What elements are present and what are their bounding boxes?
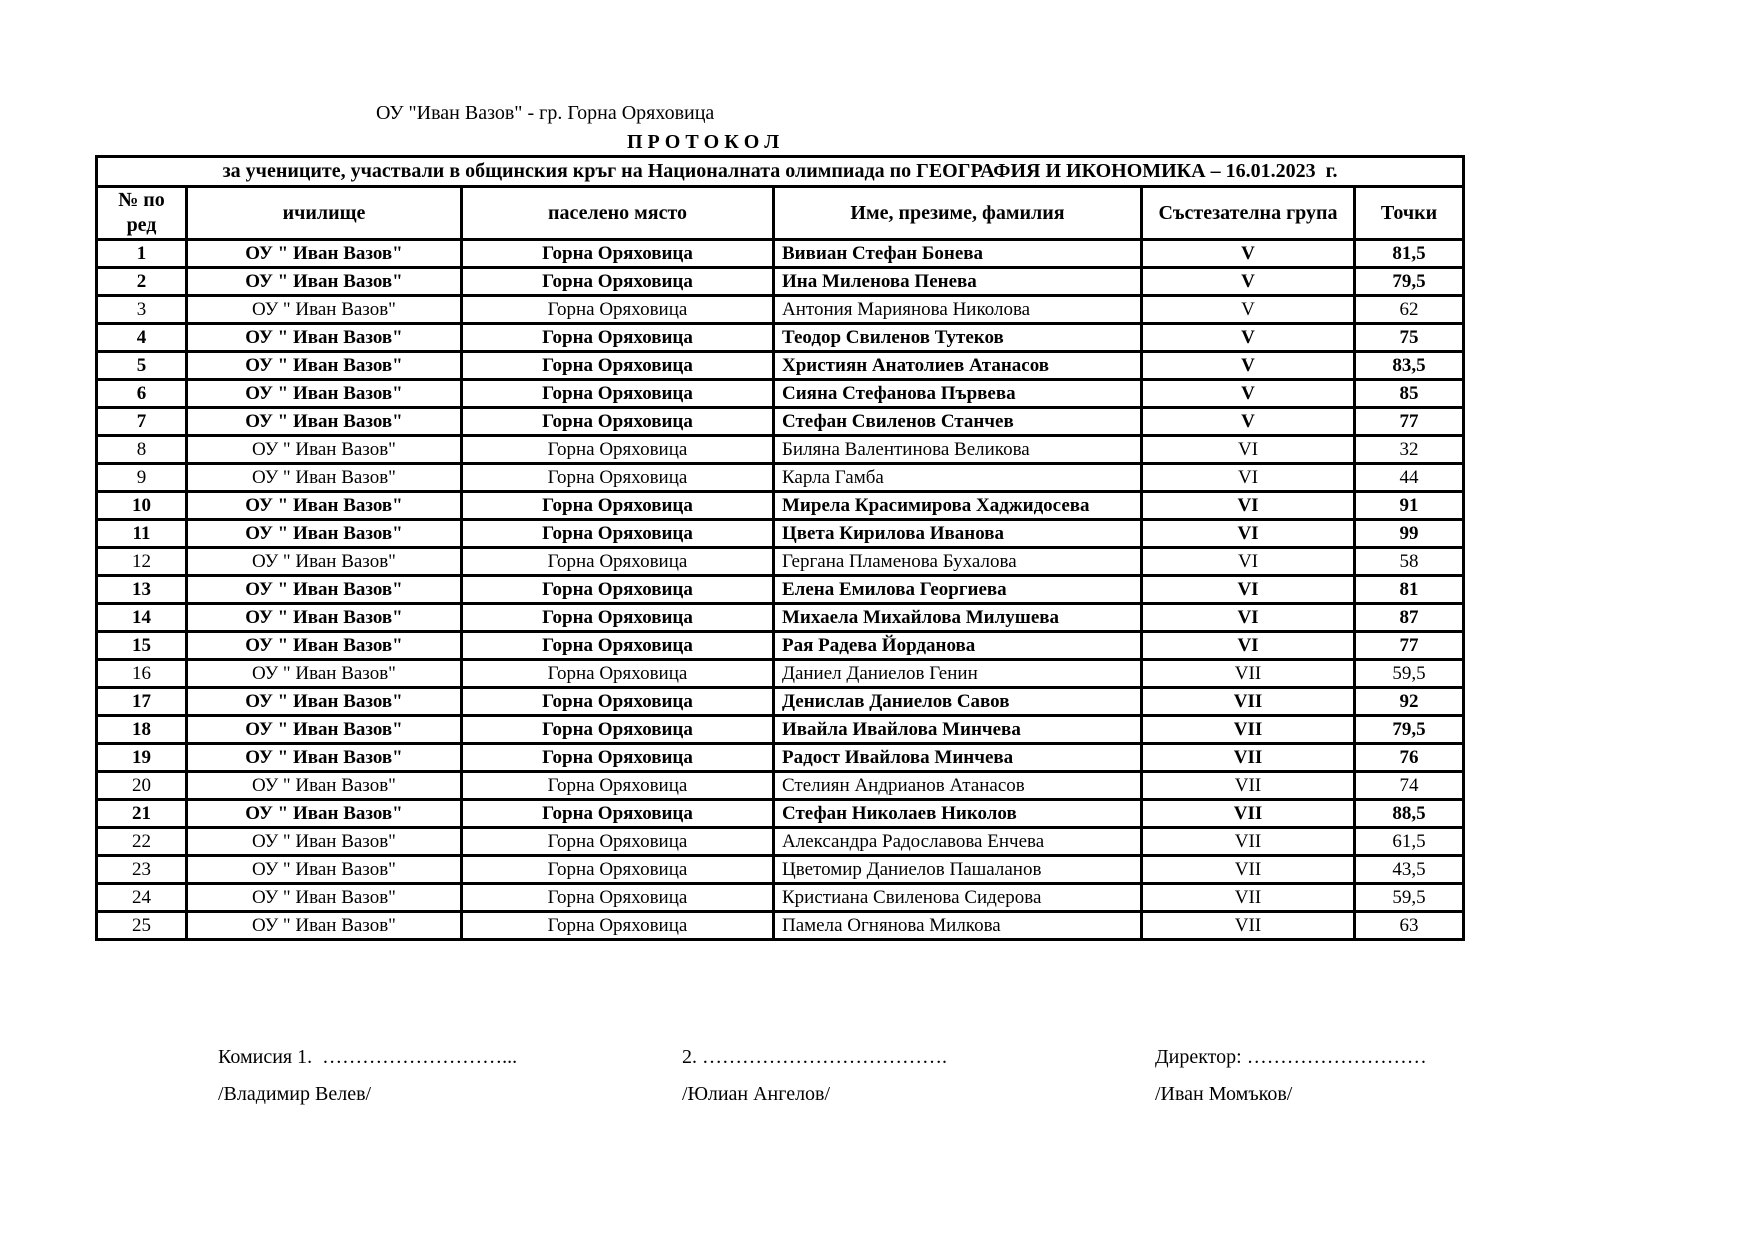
col-header-name: Име, презиме, фамилия bbox=[774, 187, 1142, 240]
cell-num: 17 bbox=[97, 688, 187, 716]
col-header-school: ичилище bbox=[187, 187, 462, 240]
cell-group: VI bbox=[1142, 464, 1355, 492]
table-header-row bbox=[97, 187, 1464, 240]
cell-school: ОУ " Иван Вазов" bbox=[187, 884, 462, 912]
cell-group: VI bbox=[1142, 436, 1355, 464]
cell-school: ОУ " Иван Вазов" bbox=[187, 912, 462, 940]
cell-place: Горна Оряховица bbox=[462, 324, 774, 352]
cell-points: 79,5 bbox=[1355, 268, 1464, 296]
cell-num: 13 bbox=[97, 576, 187, 604]
school-header: ОУ "Иван Вазов" - гр. Горна Оряховица bbox=[376, 102, 715, 124]
cell-name: Сияна Стефанова Първева bbox=[774, 380, 1142, 408]
cell-points: 87 bbox=[1355, 604, 1464, 632]
cell-place: Горна Оряховица bbox=[462, 828, 774, 856]
cell-num: 9 bbox=[97, 464, 187, 492]
cell-name: Християн Анатолиев Атанасов bbox=[774, 352, 1142, 380]
cell-place: Горна Оряховица bbox=[462, 352, 774, 380]
cell-place: Горна Оряховица bbox=[462, 380, 774, 408]
cell-name: Мирела Красимирова Хаджидосева bbox=[774, 492, 1142, 520]
cell-points: 88,5 bbox=[1355, 800, 1464, 828]
cell-points: 61,5 bbox=[1355, 828, 1464, 856]
cell-num: 23 bbox=[97, 856, 187, 884]
cell-name: Елена Емилова Георгиева bbox=[774, 576, 1142, 604]
table-row bbox=[97, 800, 1464, 828]
cell-place: Горна Оряховица bbox=[462, 296, 774, 324]
cell-points: 81,5 bbox=[1355, 240, 1464, 268]
col-header-number: № по ред bbox=[97, 187, 187, 240]
cell-school: ОУ " Иван Вазов" bbox=[187, 296, 462, 324]
cell-name: Стефан Свиленов Станчев bbox=[774, 408, 1142, 436]
cell-group: VI bbox=[1142, 520, 1355, 548]
cell-group: V bbox=[1142, 268, 1355, 296]
cell-num: 3 bbox=[97, 296, 187, 324]
cell-school: ОУ " Иван Вазов" bbox=[187, 660, 462, 688]
cell-place: Горна Оряховица bbox=[462, 772, 774, 800]
cell-group: VII bbox=[1142, 688, 1355, 716]
cell-place: Горна Оряховица bbox=[462, 716, 774, 744]
table-row bbox=[97, 268, 1464, 296]
table-row bbox=[97, 352, 1464, 380]
cell-points: 62 bbox=[1355, 296, 1464, 324]
cell-group: VI bbox=[1142, 632, 1355, 660]
cell-name: Антония Мариянова Николова bbox=[774, 296, 1142, 324]
cell-points: 85 bbox=[1355, 380, 1464, 408]
cell-group: V bbox=[1142, 324, 1355, 352]
table-row bbox=[97, 240, 1464, 268]
table-row bbox=[97, 436, 1464, 464]
cell-group: VII bbox=[1142, 772, 1355, 800]
cell-school: ОУ " Иван Вазов" bbox=[187, 240, 462, 268]
cell-place: Горна Оряховица bbox=[462, 492, 774, 520]
cell-points: 77 bbox=[1355, 632, 1464, 660]
cell-place: Горна Оряховица bbox=[462, 240, 774, 268]
cell-place: Горна Оряховица bbox=[462, 856, 774, 884]
cell-name: Биляна Валентинова Великова bbox=[774, 436, 1142, 464]
table-row bbox=[97, 632, 1464, 660]
cell-group: V bbox=[1142, 296, 1355, 324]
cell-school: ОУ " Иван Вазов" bbox=[187, 576, 462, 604]
cell-name: Ивайла Ивайлова Минчева bbox=[774, 716, 1142, 744]
cell-points: 99 bbox=[1355, 520, 1464, 548]
cell-school: ОУ " Иван Вазов" bbox=[187, 492, 462, 520]
director-name: /Иван Момъков/ bbox=[1155, 1083, 1293, 1105]
cell-place: Горна Оряховица bbox=[462, 268, 774, 296]
col-header-points: Точки bbox=[1355, 187, 1464, 240]
cell-group: VII bbox=[1142, 660, 1355, 688]
table-row bbox=[97, 408, 1464, 436]
table-row bbox=[97, 884, 1464, 912]
cell-group: V bbox=[1142, 380, 1355, 408]
cell-school: ОУ " Иван Вазов" bbox=[187, 268, 462, 296]
cell-place: Горна Оряховица bbox=[462, 464, 774, 492]
protocol-title: П Р О Т О К О Л bbox=[627, 131, 780, 153]
director-signature-line: Директор: ……………………… bbox=[1155, 1046, 1427, 1068]
cell-name: Стефан Николаев Николов bbox=[774, 800, 1142, 828]
cell-num: 12 bbox=[97, 548, 187, 576]
cell-school: ОУ " Иван Вазов" bbox=[187, 828, 462, 856]
commission-member-name: /Владимир Велев/ bbox=[218, 1083, 372, 1105]
cell-name: Памела Огнянова Милкова bbox=[774, 912, 1142, 940]
cell-school: ОУ " Иван Вазов" bbox=[187, 632, 462, 660]
cell-points: 75 bbox=[1355, 324, 1464, 352]
cell-points: 91 bbox=[1355, 492, 1464, 520]
cell-group: VII bbox=[1142, 800, 1355, 828]
cell-points: 58 bbox=[1355, 548, 1464, 576]
cell-group: VII bbox=[1142, 884, 1355, 912]
cell-place: Горна Оряховица bbox=[462, 408, 774, 436]
cell-points: 32 bbox=[1355, 436, 1464, 464]
table-row bbox=[97, 296, 1464, 324]
cell-name: Гергана Пламенова Бухалова bbox=[774, 548, 1142, 576]
cell-points: 59,5 bbox=[1355, 884, 1464, 912]
cell-school: ОУ " Иван Вазов" bbox=[187, 772, 462, 800]
cell-school: ОУ " Иван Вазов" bbox=[187, 352, 462, 380]
cell-school: ОУ " Иван Вазов" bbox=[187, 548, 462, 576]
table-row bbox=[97, 324, 1464, 352]
cell-school: ОУ " Иван Вазов" bbox=[187, 324, 462, 352]
cell-num: 22 bbox=[97, 828, 187, 856]
cell-school: ОУ " Иван Вазов" bbox=[187, 520, 462, 548]
cell-num: 11 bbox=[97, 520, 187, 548]
cell-group: V bbox=[1142, 240, 1355, 268]
table-row bbox=[97, 828, 1464, 856]
cell-name: Стелиян Андрианов Атанасов bbox=[774, 772, 1142, 800]
results-table bbox=[95, 155, 1465, 941]
cell-points: 81 bbox=[1355, 576, 1464, 604]
table-row bbox=[97, 464, 1464, 492]
cell-num: 14 bbox=[97, 604, 187, 632]
cell-group: VII bbox=[1142, 828, 1355, 856]
table-row bbox=[97, 604, 1464, 632]
cell-school: ОУ " Иван Вазов" bbox=[187, 688, 462, 716]
cell-place: Горна Оряховица bbox=[462, 548, 774, 576]
cell-name: Рая Радева Йорданова bbox=[774, 632, 1142, 660]
cell-points: 44 bbox=[1355, 464, 1464, 492]
cell-num: 24 bbox=[97, 884, 187, 912]
col-header-group: Състезателна група bbox=[1142, 187, 1355, 240]
cell-school: ОУ " Иван Вазов" bbox=[187, 800, 462, 828]
cell-place: Горна Оряховица bbox=[462, 744, 774, 772]
cell-points: 79,5 bbox=[1355, 716, 1464, 744]
cell-place: Горна Оряховица bbox=[462, 436, 774, 464]
cell-school: ОУ " Иван Вазов" bbox=[187, 380, 462, 408]
cell-place: Горна Оряховица bbox=[462, 520, 774, 548]
cell-school: ОУ " Иван Вазов" bbox=[187, 436, 462, 464]
cell-name: Вивиан Стефан Бонева bbox=[774, 240, 1142, 268]
table-caption: за учениците, участвали в общинския кръг на Националната олимпиада по ГЕОГРАФИЯ И ИКОНОМИКА – 16.01.2023 г. bbox=[97, 157, 1464, 187]
cell-num: 1 bbox=[97, 240, 187, 268]
table-row bbox=[97, 492, 1464, 520]
cell-place: Горна Оряховица bbox=[462, 660, 774, 688]
cell-name: Радост Ивайлова Минчева bbox=[774, 744, 1142, 772]
cell-num: 15 bbox=[97, 632, 187, 660]
cell-place: Горна Оряховица bbox=[462, 800, 774, 828]
cell-points: 76 bbox=[1355, 744, 1464, 772]
cell-num: 25 bbox=[97, 912, 187, 940]
second-member-name: /Юлиан Ангелов/ bbox=[682, 1083, 831, 1105]
cell-place: Горна Оряховица bbox=[462, 632, 774, 660]
cell-name: Денислав Даниелов Савов bbox=[774, 688, 1142, 716]
cell-group: VI bbox=[1142, 548, 1355, 576]
cell-place: Горна Оряховица bbox=[462, 576, 774, 604]
cell-group: VII bbox=[1142, 912, 1355, 940]
table-row bbox=[97, 520, 1464, 548]
cell-name: Кристиана Свиленова Сидерова bbox=[774, 884, 1142, 912]
cell-school: ОУ " Иван Вазов" bbox=[187, 464, 462, 492]
table-row bbox=[97, 772, 1464, 800]
cell-num: 6 bbox=[97, 380, 187, 408]
cell-group: VI bbox=[1142, 604, 1355, 632]
cell-num: 18 bbox=[97, 716, 187, 744]
commission-signature-line: Комисия 1. ………………………... bbox=[218, 1046, 518, 1068]
cell-points: 43,5 bbox=[1355, 856, 1464, 884]
cell-num: 2 bbox=[97, 268, 187, 296]
cell-name: Даниел Даниелов Генин bbox=[774, 660, 1142, 688]
table-row bbox=[97, 548, 1464, 576]
cell-points: 74 bbox=[1355, 772, 1464, 800]
col-header-place: паселено място bbox=[462, 187, 774, 240]
cell-points: 59,5 bbox=[1355, 660, 1464, 688]
cell-school: ОУ " Иван Вазов" bbox=[187, 744, 462, 772]
cell-points: 83,5 bbox=[1355, 352, 1464, 380]
cell-group: VII bbox=[1142, 856, 1355, 884]
cell-num: 10 bbox=[97, 492, 187, 520]
table-row bbox=[97, 912, 1464, 940]
cell-group: V bbox=[1142, 408, 1355, 436]
cell-group: VII bbox=[1142, 716, 1355, 744]
cell-num: 5 bbox=[97, 352, 187, 380]
cell-num: 19 bbox=[97, 744, 187, 772]
cell-place: Горна Оряховица bbox=[462, 604, 774, 632]
cell-name: Александра Радославова Енчева bbox=[774, 828, 1142, 856]
table-caption-row bbox=[97, 157, 1464, 187]
cell-place: Горна Оряховица bbox=[462, 912, 774, 940]
cell-group: VII bbox=[1142, 744, 1355, 772]
cell-school: ОУ " Иван Вазов" bbox=[187, 716, 462, 744]
cell-group: VI bbox=[1142, 492, 1355, 520]
cell-num: 7 bbox=[97, 408, 187, 436]
cell-school: ОУ " Иван Вазов" bbox=[187, 856, 462, 884]
table-row bbox=[97, 688, 1464, 716]
cell-num: 20 bbox=[97, 772, 187, 800]
results-table-body bbox=[97, 240, 1464, 940]
cell-points: 92 bbox=[1355, 688, 1464, 716]
cell-school: ОУ " Иван Вазов" bbox=[187, 604, 462, 632]
table-row bbox=[97, 660, 1464, 688]
second-signature-line: 2. ………………………………. bbox=[682, 1046, 947, 1068]
cell-num: 8 bbox=[97, 436, 187, 464]
cell-name: Михаела Михайлова Милушева bbox=[774, 604, 1142, 632]
cell-name: Теодор Свиленов Тутеков bbox=[774, 324, 1142, 352]
cell-num: 21 bbox=[97, 800, 187, 828]
table-row bbox=[97, 716, 1464, 744]
cell-num: 4 bbox=[97, 324, 187, 352]
cell-name: Цветомир Даниелов Пашаланов bbox=[774, 856, 1142, 884]
cell-name: Ина Миленова Пенева bbox=[774, 268, 1142, 296]
cell-points: 77 bbox=[1355, 408, 1464, 436]
cell-points: 63 bbox=[1355, 912, 1464, 940]
cell-place: Горна Оряховица bbox=[462, 688, 774, 716]
cell-group: VI bbox=[1142, 576, 1355, 604]
cell-place: Горна Оряховица bbox=[462, 884, 774, 912]
table-row bbox=[97, 744, 1464, 772]
cell-school: ОУ " Иван Вазов" bbox=[187, 408, 462, 436]
table-row bbox=[97, 380, 1464, 408]
cell-name: Карла Гамба bbox=[774, 464, 1142, 492]
cell-name: Цвета Кирилова Иванова bbox=[774, 520, 1142, 548]
cell-group: V bbox=[1142, 352, 1355, 380]
table-row bbox=[97, 856, 1464, 884]
cell-num: 16 bbox=[97, 660, 187, 688]
table-row bbox=[97, 576, 1464, 604]
